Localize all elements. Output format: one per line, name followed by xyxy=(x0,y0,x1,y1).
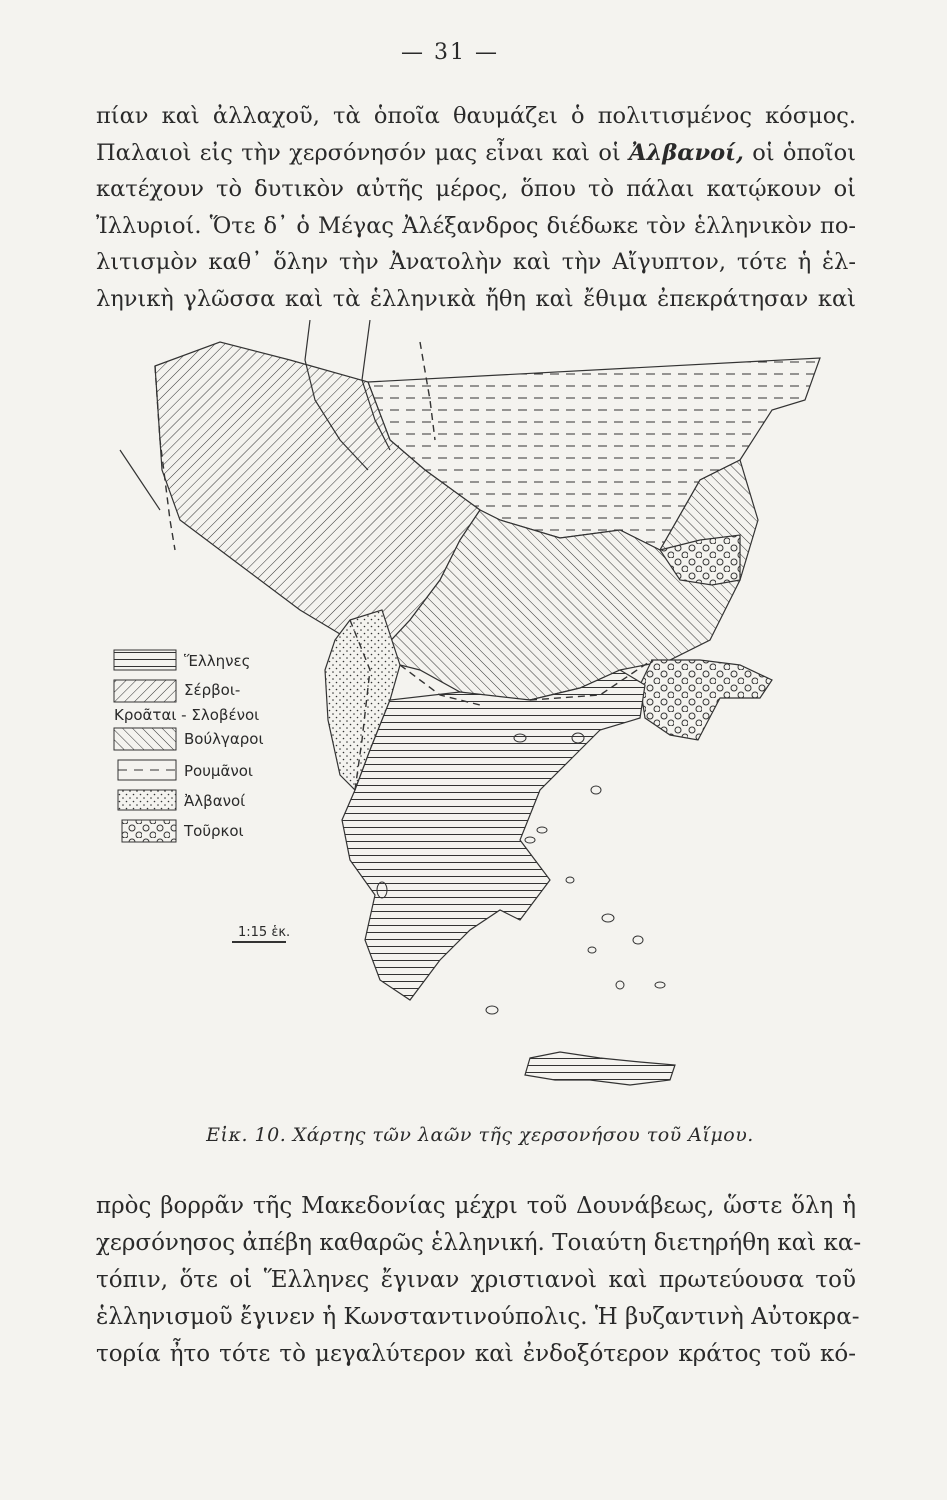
bottom-paragraph xyxy=(96,1188,862,1373)
page-number: — 31 — xyxy=(401,40,499,65)
top-paragraph xyxy=(96,98,856,317)
legend-swatch-bulgarians xyxy=(114,728,176,750)
legend-swatch-serbs xyxy=(114,680,176,702)
text-span: Παλαιοὶ εἰς τὴν χερσόνησόν μας εἶναι καὶ οἱ xyxy=(96,139,630,166)
balkan-peoples-map xyxy=(100,320,840,1100)
text-line: Ἰλλυριοί. Ὅτε δ᾿ ὁ Μέγας Ἀλέξανδρος διέδωκε τὸν ἑλληνικὸν πο- xyxy=(96,212,856,239)
map-legend xyxy=(114,650,264,842)
legend-label-croats: Κροᾶται - Σλοβένοι xyxy=(114,706,260,724)
legend-swatch-greeks xyxy=(114,650,176,670)
map-svg xyxy=(100,320,840,1100)
legend-swatch-romanians xyxy=(118,760,176,780)
figure-caption: Εἰκ. 10. Χάρτης τῶν λαῶν τῆς χερσονήσου τοῦ Αἵμου. xyxy=(206,1124,754,1146)
text-line: κατέχουν τὸ δυτικὸν αὐτῆς μέρος, ὅπου τὸ πάλαι κατῴκουν οἱ xyxy=(96,176,856,202)
text-line: πρὸς βορρᾶν τῆς Μακεδονίας μέχρι τοῦ Δουνάβεως, ὥστε ὅλη ἡ xyxy=(96,1193,856,1219)
region-crete xyxy=(525,1052,675,1085)
map-scale xyxy=(232,925,290,942)
text-line: ἑλληνισμοῦ ἔγινεν ἡ Κωνσταντινούπολις. Ἡ βυζαντινὴ Αὐτοκρα- xyxy=(96,1304,860,1330)
text-line: χερσόνησος ἀπέβη καθαρῶς ἑλληνική. Τοιαύτη διετηρήθη καὶ κα- xyxy=(96,1230,862,1256)
legend-swatch-turks xyxy=(122,820,176,842)
legend-label-albanians: Ἀλβανοί xyxy=(184,792,246,810)
text-span: οἱ ὁποῖοι xyxy=(743,139,856,166)
legend-label-romanians: Ρουμᾶνοι xyxy=(184,762,253,780)
scale-label: 1:15 ἑκ. xyxy=(238,925,291,940)
text-line xyxy=(96,135,856,172)
region-turks-thrace xyxy=(640,660,772,740)
legend-label-turks: Τοῦρκοι xyxy=(184,822,244,840)
text-line: τορία ἦτο τότε τὸ μεγαλύτερον καὶ ἐνδοξότερον κράτος τοῦ κό- xyxy=(96,1341,856,1367)
legend-label-serbs: Σέρβοι- xyxy=(184,681,241,699)
text-line: λιτισμὸν καθ᾿ ὅλην τὴν Ἀνατολὴν καὶ τὴν Αἴγυπτον, τότε ἡ ἑλ- xyxy=(96,249,856,275)
albanians-emphasis: Ἀλβανοί, xyxy=(629,139,744,166)
text-line: πίαν καὶ ἀλλαχοῦ, τὰ ὁποῖα θαυμάζει ὁ πολιτισμένος κόσμος. xyxy=(96,103,856,129)
text-line: τόπιν, ὅτε οἱ Ἕλληνες ἔγιναν χριστιανοὶ καὶ πρωτεύουσα τοῦ xyxy=(96,1267,856,1293)
text-line: ληνικὴ γλῶσσα καὶ τὰ ἑλληνικὰ ἤθη καὶ ἔθιμα ἐπεκράτησαν καὶ xyxy=(96,285,856,312)
legend-swatch-albanians xyxy=(118,790,176,810)
legend-label-bulgarians: Βούλγαροι xyxy=(184,730,264,748)
legend-label-greeks: Ἕλληνες xyxy=(184,652,251,670)
region-greeks xyxy=(342,670,645,1000)
